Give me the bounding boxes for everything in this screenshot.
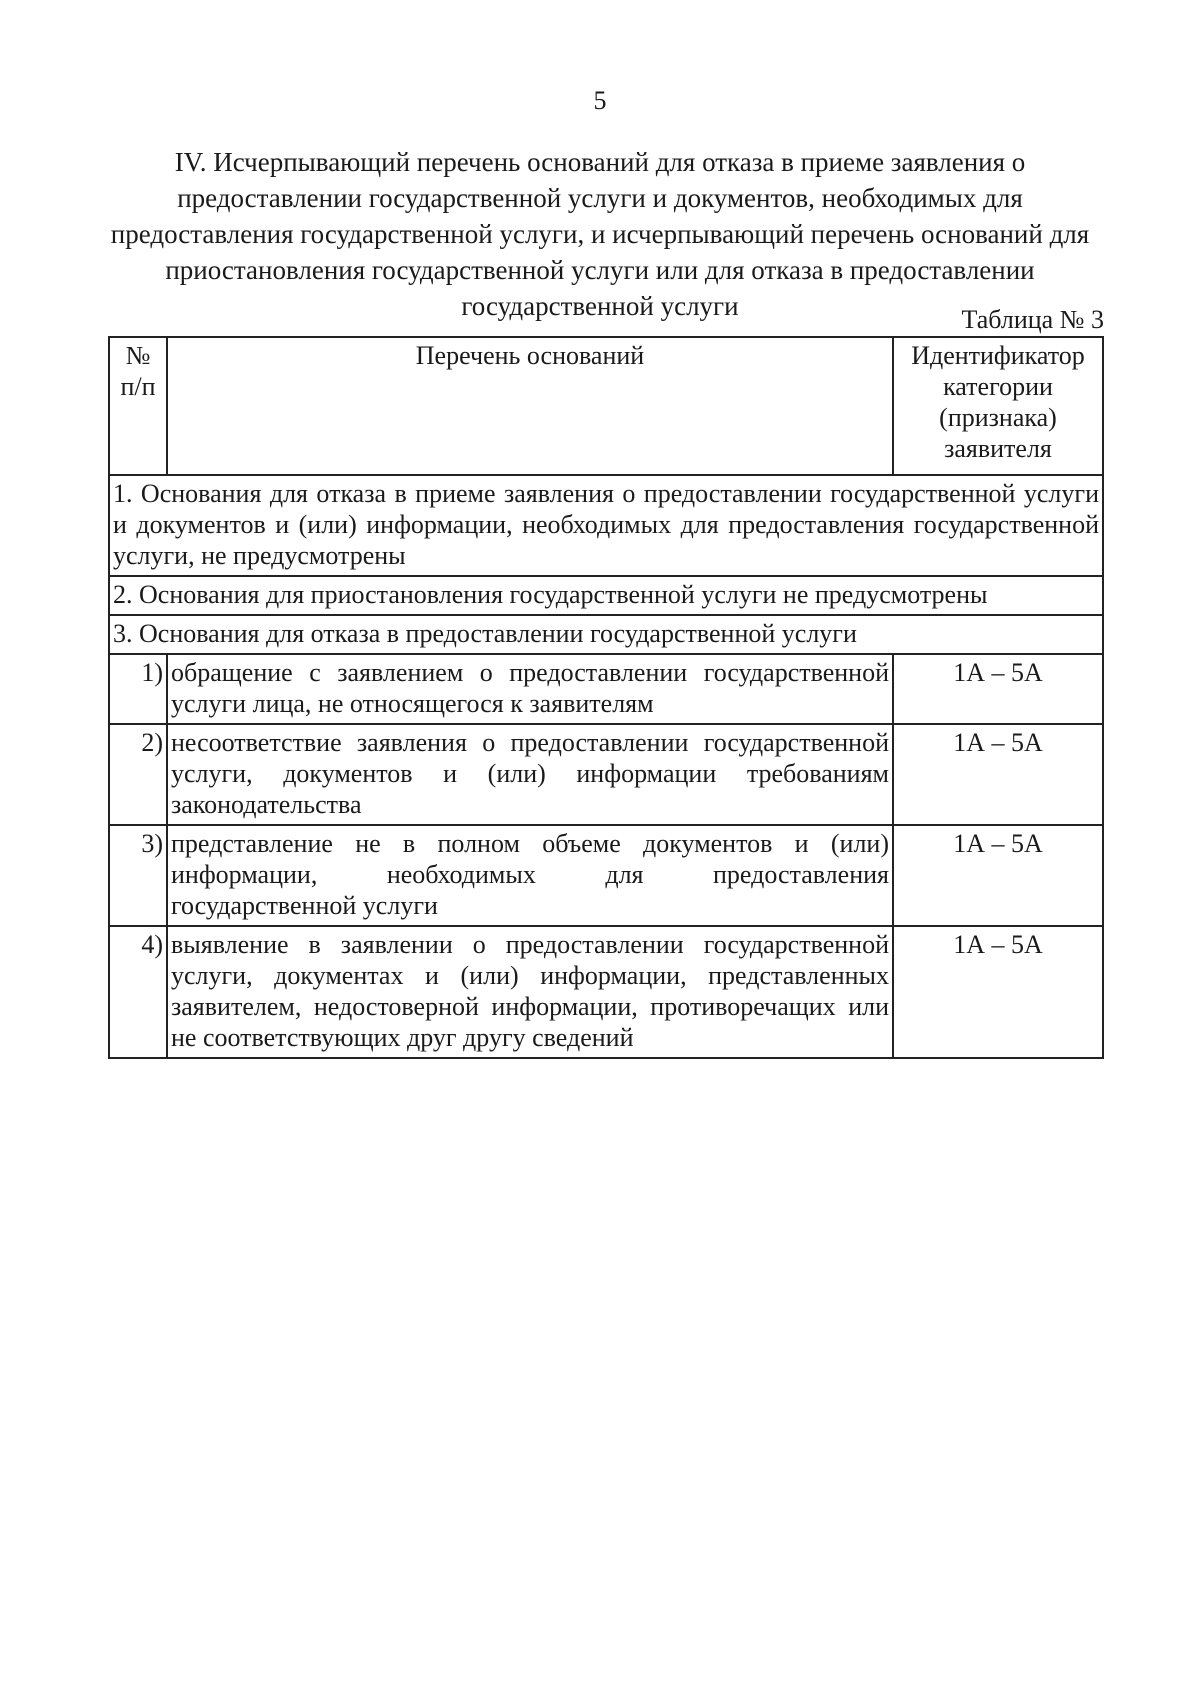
table-row (109, 926, 1103, 1058)
item-identifier: 1А – 5А (893, 926, 1103, 1058)
item-number: 1) (109, 654, 167, 724)
page-number: 5 (593, 86, 607, 115)
item-text: выявление в заявлении о предоставлении государственной услуги, документах и (или) информации, представленных заявителем, недостоверной информации, противоречащих или не соответствующих друг другу сведений (167, 926, 893, 1058)
item-identifier: 1А – 5А (893, 654, 1103, 724)
grounds-table (108, 336, 1104, 1059)
item-number: 3) (109, 825, 167, 926)
table-caption: Таблица № 3 (961, 305, 1104, 334)
table-header-row (109, 337, 1103, 475)
item-identifier: 1А – 5А (893, 724, 1103, 825)
section-2-text: 2. Основания для приостановления государственной услуги не предусмотрены (109, 576, 1103, 615)
item-text: обращение с заявлением о предоставлении государственной услуги лица, не относящегося к заявителям (167, 654, 893, 724)
item-text: несоответствие заявления о предоставлении государственной услуги, документов и (или) информации требованиям законодательства (167, 724, 893, 825)
item-number: 4) (109, 926, 167, 1058)
section-3-text: 3. Основания для отказа в предоставлении государственной услуги (109, 615, 1103, 654)
header-grounds: Перечень оснований (167, 337, 893, 475)
table-row (109, 724, 1103, 825)
section-heading: IV. Исчерпывающий перечень оснований для отказа в приеме заявления о предоставлении государственной услуги и документов, необходимых для предоставления государственной услуги, и исчерпывающий перечень оснований для приостановления государственной услуги или для отказа в предоставлении государственной услуги (110, 147, 1090, 321)
header-identifier: Идентификатор категории (признака) заявителя (893, 337, 1103, 475)
table-row (109, 825, 1103, 926)
item-identifier: 1А – 5А (893, 825, 1103, 926)
item-number: 2) (109, 724, 167, 825)
item-text: представление не в полном объеме документов и (или) информации, необходимых для предоставления государственной услуги (167, 825, 893, 926)
section-row (109, 475, 1103, 576)
section-1-text: 1. Основания для отказа в приеме заявления о предоставлении государственной услуги и документов и (или) информации, необходимых для предоставления государственной услуги, не предусмотрены (109, 475, 1103, 576)
section-row (109, 576, 1103, 615)
table-row (109, 654, 1103, 724)
header-number: № п/п (109, 337, 167, 475)
section-row (109, 615, 1103, 654)
